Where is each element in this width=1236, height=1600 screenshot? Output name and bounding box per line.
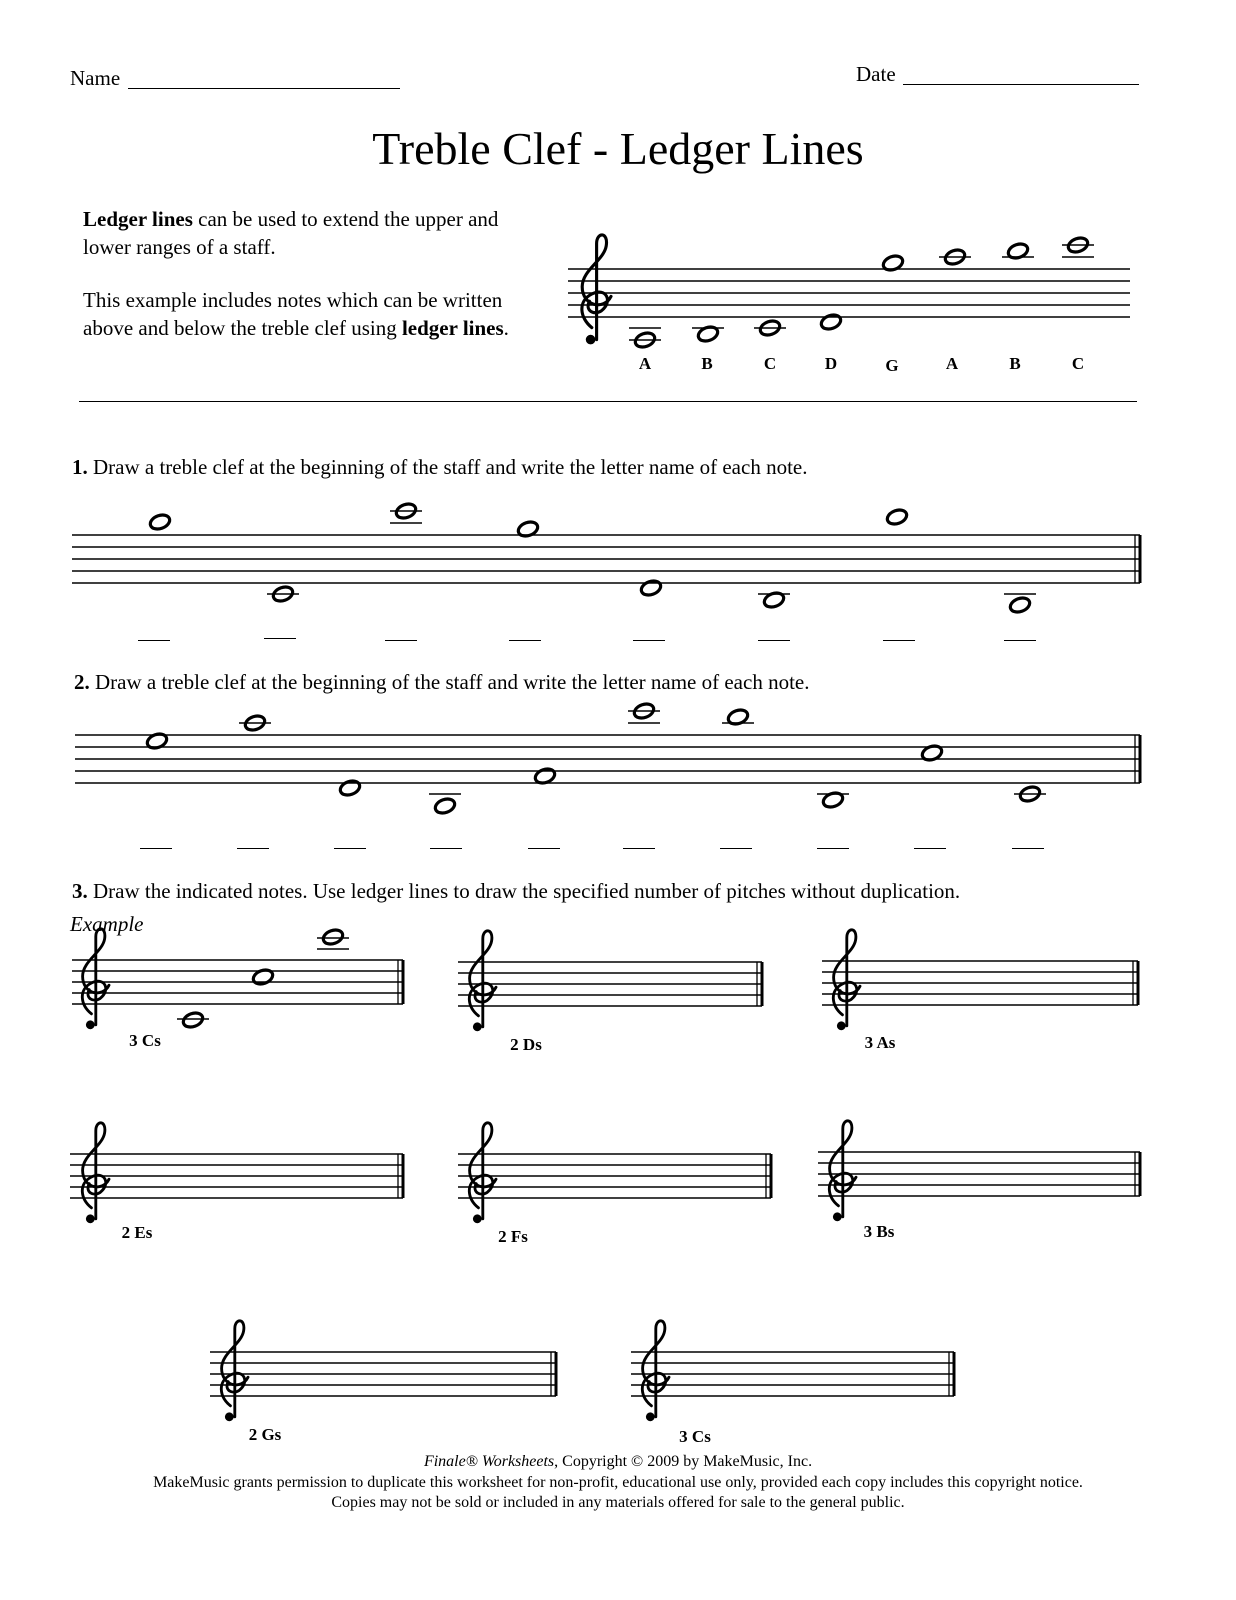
treble-clef-path — [469, 1123, 496, 1219]
treble-clef-path — [82, 1123, 109, 1219]
task-label: 2 Gs — [248, 1425, 282, 1444]
whole-note — [1008, 595, 1031, 614]
intro-text-2: This example includes notes which can be written above and below the treble clef using — [83, 288, 503, 340]
example-note-label: B — [701, 354, 713, 373]
task-label: 2 Ds — [510, 1035, 542, 1054]
treble-clef-icon — [582, 235, 611, 345]
question-number: 2. — [74, 670, 90, 694]
treble-clef-path — [829, 1121, 856, 1217]
question-text: Draw a treble clef at the beginning of the staff and write the letter name of each note. — [87, 455, 808, 479]
question-text: Draw a treble clef at the beginning of the staff and write the letter name of each note. — [89, 670, 810, 694]
treble-clef-icon — [829, 1121, 856, 1221]
treble-clef-icon — [642, 1321, 669, 1421]
whole-note — [885, 507, 908, 526]
intro-bold-term: Ledger lines — [83, 207, 193, 231]
whole-note — [338, 778, 361, 797]
task-label: 3 Cs — [679, 1427, 711, 1446]
intro-text: can be used to extend the upper and lower ranges of a staff. — [83, 207, 499, 259]
example-note-label: A — [638, 354, 652, 373]
treble-clef-path — [833, 930, 860, 1026]
example-note-label: A — [945, 354, 959, 373]
whole-note — [148, 512, 171, 531]
example-note-label: B — [1009, 354, 1021, 373]
treble-clef-icon — [469, 1123, 496, 1223]
task-label: 2 Fs — [498, 1227, 528, 1246]
task-label: 2 Es — [121, 1223, 153, 1242]
treble-clef-tail — [86, 1020, 95, 1029]
treble-clef-tail — [646, 1412, 655, 1421]
treble-clef-icon — [221, 1321, 248, 1421]
whole-note — [321, 927, 344, 946]
example-note-label: G — [885, 356, 899, 375]
example-note-label: D — [824, 354, 838, 373]
treble-clef-path — [642, 1321, 669, 1417]
treble-clef-tail — [837, 1021, 846, 1030]
whole-note — [181, 1010, 204, 1029]
footer-copyright — [0, 1453, 1236, 1471]
treble-clef-icon — [82, 929, 109, 1029]
treble-clef-tail — [473, 1214, 482, 1223]
treble-clef-tail — [86, 1214, 95, 1223]
treble-clef-path — [582, 235, 611, 340]
example-note-label: C — [1071, 354, 1085, 373]
question-text: Draw the indicated notes. Use ledger lines to draw the specified number of pitches without duplication. — [87, 879, 961, 903]
footer-copyright-text: , Copyright © 2009 by MakeMusic, Inc. — [554, 1453, 813, 1470]
page-title: Treble Clef - Ledger Lines — [372, 123, 864, 174]
treble-clef-icon — [833, 930, 860, 1030]
example-note-label: C — [763, 354, 777, 373]
treble-clef-icon — [82, 1123, 109, 1223]
footer-restriction: Copies may not be sold or included in any materials offered for sale to the general public. — [331, 1494, 905, 1511]
task-label: 3 As — [864, 1033, 896, 1052]
name-label: Name — [70, 66, 121, 90]
task-label: 3 Cs — [129, 1031, 161, 1050]
whole-note — [639, 578, 662, 597]
treble-clef-icon — [469, 931, 496, 1031]
whole-note — [433, 796, 456, 815]
treble-clef-path — [82, 929, 109, 1025]
footer-product: Finale® Worksheets — [423, 1453, 555, 1470]
date-label: Date — [856, 62, 896, 86]
example-label: Example — [70, 912, 144, 936]
treble-clef-path — [221, 1321, 248, 1417]
intro-text-3: . — [503, 316, 509, 340]
footer-permission: MakeMusic grants permission to duplicate this worksheet for non-profit, educational use only, provided each copy includes this copyright notice. — [153, 1474, 1083, 1491]
question-number: 3. — [72, 879, 88, 903]
question-number: 1. — [72, 455, 88, 479]
treble-clef-tail — [473, 1022, 482, 1031]
treble-clef-tail — [586, 335, 596, 345]
treble-clef-tail — [833, 1212, 842, 1221]
treble-clef-path — [469, 931, 496, 1027]
intro-bold-term-2: ledger lines — [401, 316, 504, 340]
task-label: 3 Bs — [863, 1222, 895, 1241]
treble-clef-tail — [225, 1412, 234, 1421]
whole-note — [819, 312, 842, 331]
